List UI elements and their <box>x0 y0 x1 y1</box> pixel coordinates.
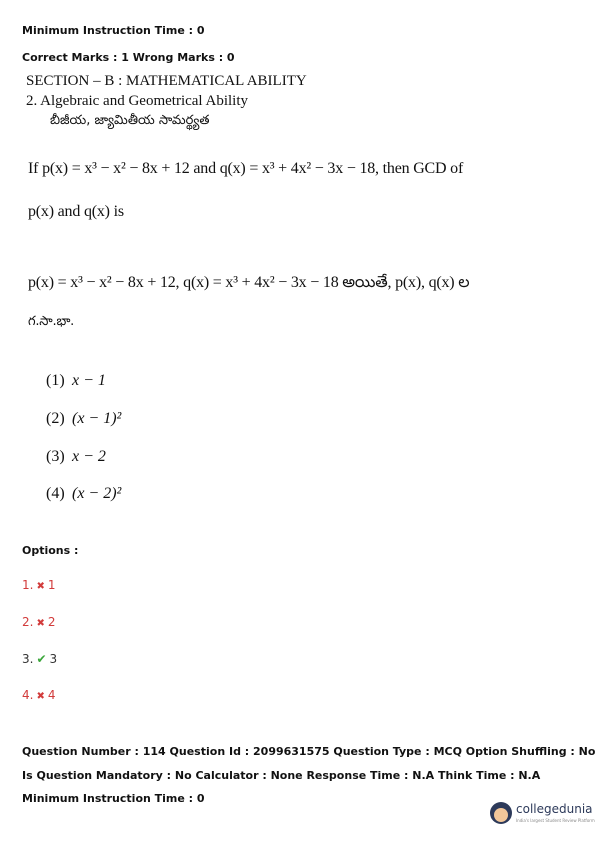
question-te-line1: p(x) = x³ − x² − 8x + 12, q(x) = x³ + 4x² − 3x − 18 అయితే, p(x), q(x) ల <box>28 274 470 291</box>
logo-name: collegedunia <box>516 802 593 816</box>
section-subtitle: 2. Algebraic and Geometrical Ability <box>26 93 249 109</box>
logo-tagline: India's largest Student Review Platform <box>516 818 595 823</box>
question-en-prefix: If <box>28 160 43 177</box>
choice-1 <box>46 372 106 390</box>
cross-icon: ✖ <box>36 691 45 702</box>
choice-2 <box>46 410 121 428</box>
choice-3 <box>46 448 106 466</box>
option-3 <box>22 652 57 666</box>
question-en-line1 <box>28 160 463 178</box>
check-icon: ✔ <box>36 652 47 666</box>
question-en-body: p(x) = x³ − x² − 8x + 12 and q(x) = x³ + 4x² − 3x − 18, then GCD of <box>42 160 464 177</box>
cross-icon: ✖ <box>36 618 45 629</box>
option-1 <box>22 578 55 592</box>
section-title: SECTION – B : MATHEMATICAL ABILITY <box>26 73 307 89</box>
section-subtitle-telugu: బీజీయ, జ్యామితీయ సామర్థ్యత <box>50 113 210 128</box>
option-2-index: 2. <box>22 615 34 629</box>
choice-4-num: (4) <box>46 485 65 502</box>
collegedunia-logo <box>490 800 595 828</box>
min-instruction-time-bottom: Minimum Instruction Time : 0 <box>22 792 205 805</box>
choice-3-num: (3) <box>46 448 65 465</box>
choice-4 <box>46 485 121 503</box>
option-3-value: 3 <box>49 652 58 666</box>
question-en-line2: p(x) and q(x) is <box>28 203 124 220</box>
option-4-value: 4 <box>47 688 56 702</box>
option-1-value: 1 <box>47 578 56 592</box>
choice-2-text: (x − 1)² <box>72 410 122 427</box>
options-label: Options : <box>22 544 79 557</box>
option-1-index: 1. <box>22 578 34 592</box>
marks-info: Correct Marks : 1 Wrong Marks : 0 <box>22 51 235 64</box>
option-4 <box>22 688 55 702</box>
question-te-line2: గ.సా.భా. <box>28 314 75 329</box>
option-4-index: 4. <box>22 688 34 702</box>
option-2-value: 2 <box>47 615 56 629</box>
choice-1-text: x − 1 <box>72 372 106 389</box>
choice-2-num: (2) <box>46 410 65 427</box>
choice-4-text: (x − 2)² <box>72 485 122 502</box>
cross-icon: ✖ <box>36 581 45 592</box>
question-meta-line1: Question Number : 114 Question Id : 2099631575 Question Type : MCQ Option Shuffling : No <box>22 745 595 758</box>
option-2 <box>22 615 55 629</box>
min-instruction-time-top: Minimum Instruction Time : 0 <box>22 24 205 37</box>
choice-1-num: (1) <box>46 372 65 389</box>
question-meta-line2: Is Question Mandatory : No Calculator : None Response Time : N.A Think Time : N.A <box>22 769 541 782</box>
mascot-icon <box>490 802 512 824</box>
choice-3-text: x − 2 <box>72 448 106 465</box>
option-3-index: 3. <box>22 652 34 666</box>
